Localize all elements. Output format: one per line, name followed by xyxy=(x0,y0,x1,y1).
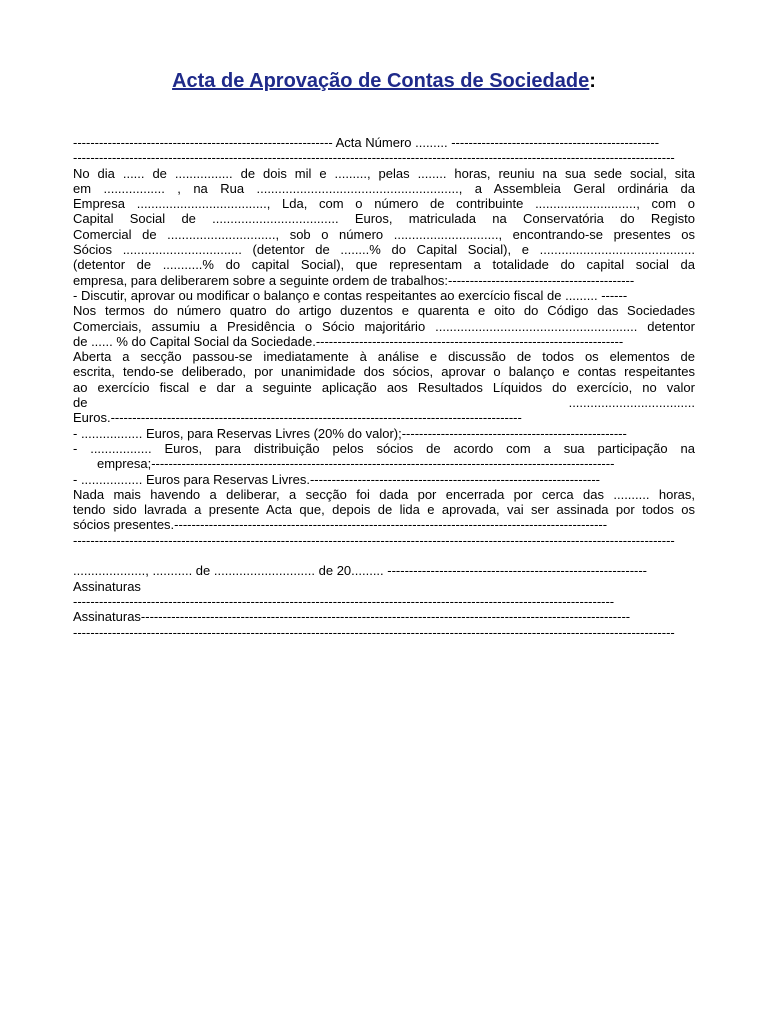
document-body xyxy=(73,135,695,640)
allocation-item: - ................. Euros, para distribuição pelos sócios de acordo com a sua participação na xyxy=(73,440,695,456)
paragraph-line: em ................. , na Rua ........................................................, a Assembleia Geral ordinária da xyxy=(73,180,695,196)
paragraph-line: ao exercício fiscal e dar a seguinte aplicação aos Resultados Líquidos do exercício, no valor xyxy=(73,379,695,395)
paragraph-line: Sócios ................................. (detentor de ........% do Capital Social), e ........................................... xyxy=(73,242,695,258)
paragraph-line: Comercial de .............................., sob o número ............................., encontrando-se presentes os xyxy=(73,226,695,242)
title-text: Acta de Aprovação de Contas de Sociedade xyxy=(172,70,590,92)
paragraph-line: Nos termos do número quatro do artigo duzentos e quarenta e oito do Código das Sociedades xyxy=(73,303,695,319)
separator-line: ------------------------------------------------------------------------------------------------------------------------------------------- xyxy=(73,532,675,548)
de-value-line xyxy=(73,395,695,410)
paragraph-line: Nada mais havendo a deliberar, a secção foi dada por encerrada por cerca das .......... horas, xyxy=(73,486,695,502)
document-title xyxy=(0,70,768,93)
paragraph-line: Capital Social de ................................... Euros, matriculada na Conservatória do Registo xyxy=(73,211,695,227)
de-label: de xyxy=(73,395,88,411)
signatures-line: Assinaturas----------------------------------------------------------------------------------------------------------------- xyxy=(73,609,631,625)
allocation-item-continued: empresa;----------------------------------------------------------------------------------------------------------- xyxy=(97,456,615,472)
signatures-label: Assinaturas xyxy=(73,578,141,594)
signature-line: ----------------------------------------------------------------------------------------------------------------------------- xyxy=(73,593,615,609)
paragraph-line: Empresa ...................................., Lda, com o número de contribuinte ............................, com o xyxy=(73,196,695,212)
acta-number-line: ------------------------------------------------------------ Acta Número ......... ------------------------------------------------ xyxy=(73,135,660,150)
paragraph-line: Euros.----------------------------------------------------------------------------------------------- xyxy=(73,410,522,426)
separator-line: ------------------------------------------------------------------------------------------------------------------------------------------- xyxy=(73,624,675,640)
allocation-item: - ................. Euros para Reservas Livres.------------------------------------------------------------------- xyxy=(73,471,601,487)
spacer xyxy=(73,548,695,563)
separator-line: ------------------------------------------------------------------------------------------------------------------------------------------- xyxy=(73,150,675,166)
paragraph-line: de ...... % do Capital Social da Sociedade.----------------------------------------------------------------------- xyxy=(73,333,624,349)
paragraph-line: Aberta a secção passou-se imediatamente à análise e discussão de todos os elementos de xyxy=(73,349,695,365)
title-colon: : xyxy=(589,70,596,92)
date-line: ...................., ........... de ............................ de 20......... ------------------------------------------------------------ xyxy=(73,563,648,579)
allocation-item: - ................. Euros, para Reservas Livres (20% do valor);---------------------------------------------------- xyxy=(73,425,627,441)
paragraph-line: sócios presentes.---------------------------------------------------------------------------------------------------- xyxy=(73,517,608,533)
paragraph-line: escrita, tendo-se deliberado, por unanimidade dos sócios, aprovar o balanço e contas respeitantes xyxy=(73,364,695,380)
paragraph-line: empresa, para deliberarem sobre a seguinte ordem de trabalhos:------------------------------------------- xyxy=(73,272,635,288)
paragraph-line: No dia ...... de ................ de dois mil e ........., pelas ........ horas, reuniu na sua sede social, sita xyxy=(73,165,695,181)
value-dots: ................................... xyxy=(568,395,695,411)
agenda-item: - Discutir, aprovar ou modificar o balanço e contas respeitantes ao exercício fiscal de ......... ------ xyxy=(73,287,628,303)
paragraph-line: tendo sido lavrada a presente Acta que, depois de lida e aprovada, vai ser assinada por todos os xyxy=(73,502,695,518)
paragraph-line: (detentor de ...........% do capital Social), que representam a totalidade do capital social da xyxy=(73,257,695,273)
paragraph-line: Comerciais, assumiu a Presidência o Sócio majoritário ........................................................ detentor xyxy=(73,318,695,334)
